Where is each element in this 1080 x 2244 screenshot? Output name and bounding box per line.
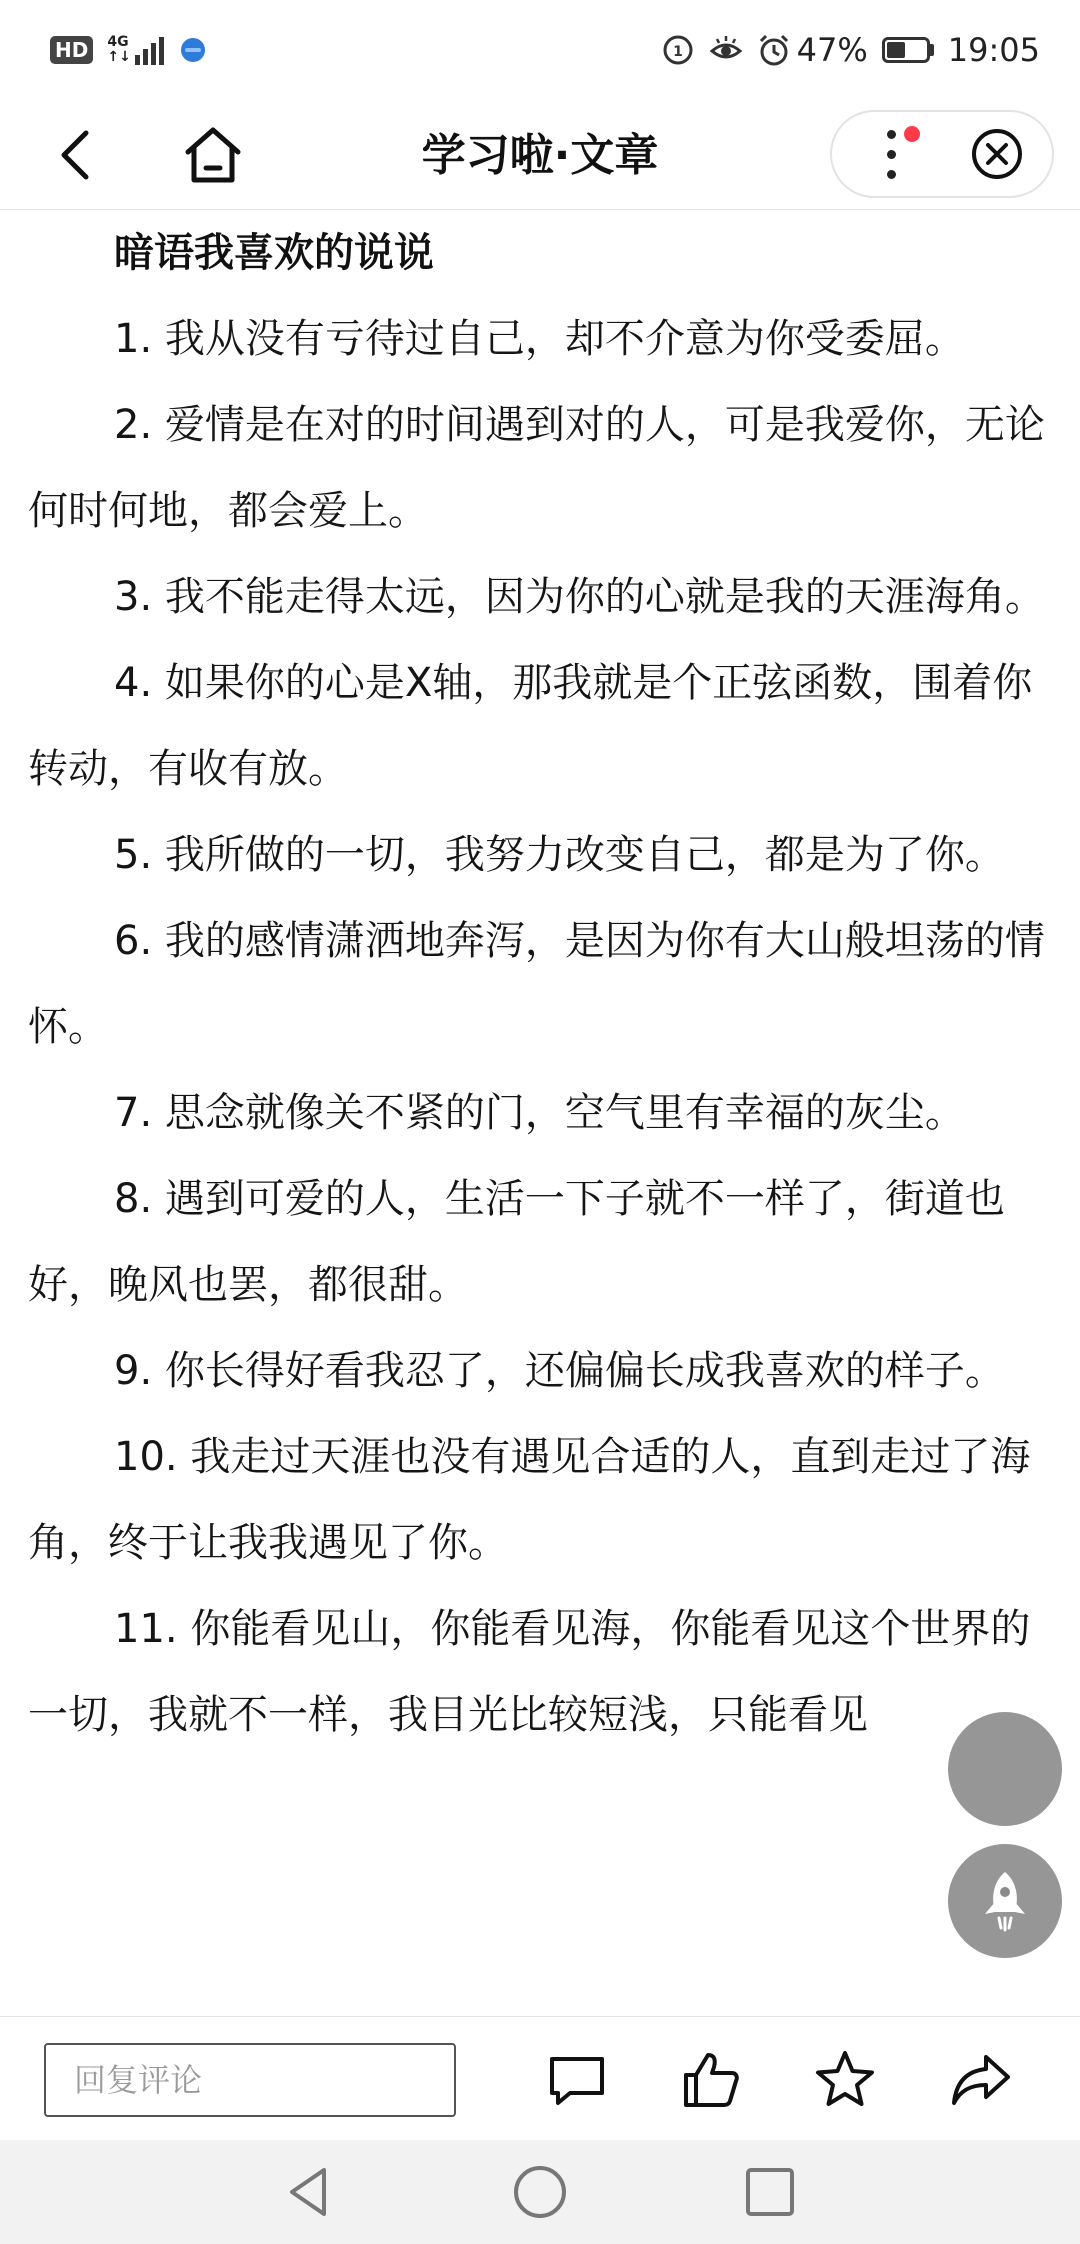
rocket-icon [977, 1868, 1033, 1934]
article-title: 暗语我喜欢的说说 [114, 230, 434, 276]
svg-text:1: 1 [672, 44, 683, 60]
data-saver-icon [661, 33, 695, 67]
title-bar [0, 100, 1080, 210]
eye-comfort-icon [709, 33, 743, 67]
share-icon[interactable] [948, 2047, 1014, 2113]
comment-icon[interactable] [544, 2047, 610, 2113]
article-paragraph: 3. 我不能走得太远，因为你的心就是我的天涯海角。 [114, 574, 1045, 620]
battery-fill [887, 42, 905, 58]
article-paragraph: 4. 如果你的心是X轴，那我就是个正弦函数，围着你转动，有收有放。 [28, 660, 1033, 792]
network-type [107, 35, 130, 65]
hd-badge: HD [50, 36, 93, 64]
article-paragraph: 10. 我走过天涯也没有遇见合适的人，直到走过了海角，终于让我我遇见了你。 [28, 1434, 1031, 1566]
star-icon[interactable] [812, 2047, 878, 2113]
alarm-icon [757, 33, 791, 67]
like-icon[interactable] [678, 2047, 744, 2113]
clock: 19:05 [947, 31, 1040, 69]
battery-tip [930, 44, 934, 56]
nav-recent-icon[interactable] [740, 2162, 800, 2222]
article-paragraph: 6. 我的感情潇洒地奔泻，是因为你有大山般坦荡的情怀。 [28, 918, 1045, 1050]
close-icon [969, 126, 1025, 182]
article-paragraph: 1. 我从没有亏待过自己，却不介意为你受委屈。 [114, 316, 965, 362]
article-paragraph: 9. 你长得好看我忍了，还偏偏长成我喜欢的样子。 [114, 1348, 1005, 1394]
nav-back-icon[interactable] [280, 2162, 340, 2222]
network-type-label: 4G [107, 34, 129, 50]
article-paragraph: 7. 思念就像关不紧的门，空气里有幸福的灰尘。 [114, 1090, 965, 1136]
article-paragraph: 8. 遇到可爱的人，生活一下子就不一样了，街道也好，晚风也罢，都很甜。 [28, 1176, 1005, 1308]
battery-body [882, 37, 930, 63]
network-activity: ↑↓ [107, 49, 131, 65]
more-icon[interactable] [832, 112, 942, 196]
navigation-bar [0, 2140, 1080, 2244]
comment-input[interactable] [44, 2043, 456, 2117]
status-bar [0, 0, 1080, 100]
battery-icon [882, 37, 934, 63]
mini-app-capsule [830, 110, 1054, 198]
article-paragraph: 11. 你能看见山，你能看见海，你能看见这个世界的一切，我就不一样，我目光比较短浅，只能看见 [28, 1606, 1031, 1738]
article-content [0, 210, 1080, 2016]
back-to-top-button[interactable] [948, 1844, 1062, 1958]
close-button[interactable] [942, 112, 1052, 196]
battery-percent: 47% [796, 31, 868, 69]
article-paragraph: 5. 我所做的一切，我努力改变自己，都是为了你。 [114, 832, 1005, 878]
signal-bars-icon [135, 35, 167, 65]
floating-button[interactable] [948, 1712, 1062, 1826]
comment-bar [0, 2016, 1080, 2140]
nav-home-icon[interactable] [510, 2162, 570, 2222]
signal-indicator [107, 35, 166, 65]
status-left [50, 35, 219, 65]
notification-dot [904, 126, 920, 142]
page-title: 学习啦·文章 [421, 130, 659, 181]
status-right [647, 31, 1040, 69]
browser-globe-icon [181, 38, 205, 62]
article-paragraph: 2. 爱情是在对的时间遇到对的人，可是我爱你，无论何时何地，都会爱上。 [28, 402, 1045, 534]
